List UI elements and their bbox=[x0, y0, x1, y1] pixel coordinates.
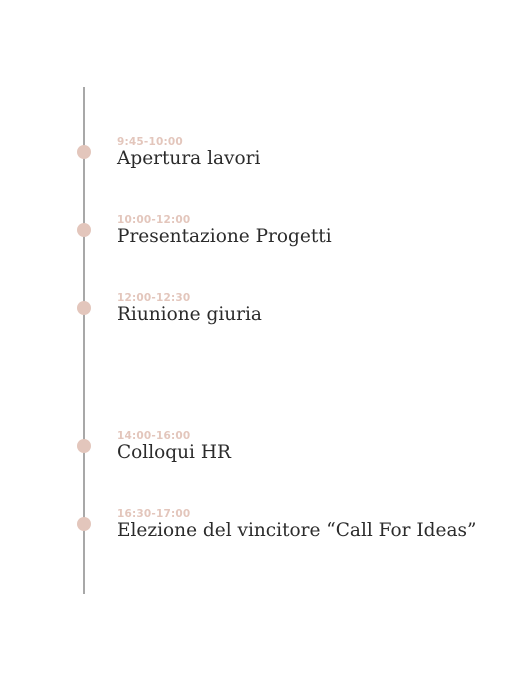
event-title: Elezione del vincitore “Call For Ideas” bbox=[117, 520, 477, 541]
event-title: Colloqui HR bbox=[117, 442, 231, 463]
event-title: Apertura lavori bbox=[117, 148, 261, 169]
timeline-dot bbox=[77, 301, 91, 315]
timeline-dot bbox=[77, 145, 91, 159]
timeline-event bbox=[0, 291, 530, 335]
timeline-event bbox=[0, 213, 530, 257]
event-time: 10:00-12:00 bbox=[117, 214, 191, 226]
timeline-dot bbox=[77, 223, 91, 237]
timeline-event bbox=[0, 135, 530, 179]
event-time: 14:00-16:00 bbox=[117, 430, 191, 442]
timeline-dot bbox=[77, 439, 91, 453]
timeline-event bbox=[0, 507, 530, 551]
timeline-event bbox=[0, 429, 530, 473]
event-time: 9:45-10:00 bbox=[117, 136, 183, 148]
event-time: 12:00-12:30 bbox=[117, 292, 191, 304]
event-title: Riunione giuria bbox=[117, 304, 262, 325]
event-title: Presentazione Progetti bbox=[117, 226, 332, 247]
timeline-dot bbox=[77, 517, 91, 531]
event-time: 16:30-17:00 bbox=[117, 508, 191, 520]
